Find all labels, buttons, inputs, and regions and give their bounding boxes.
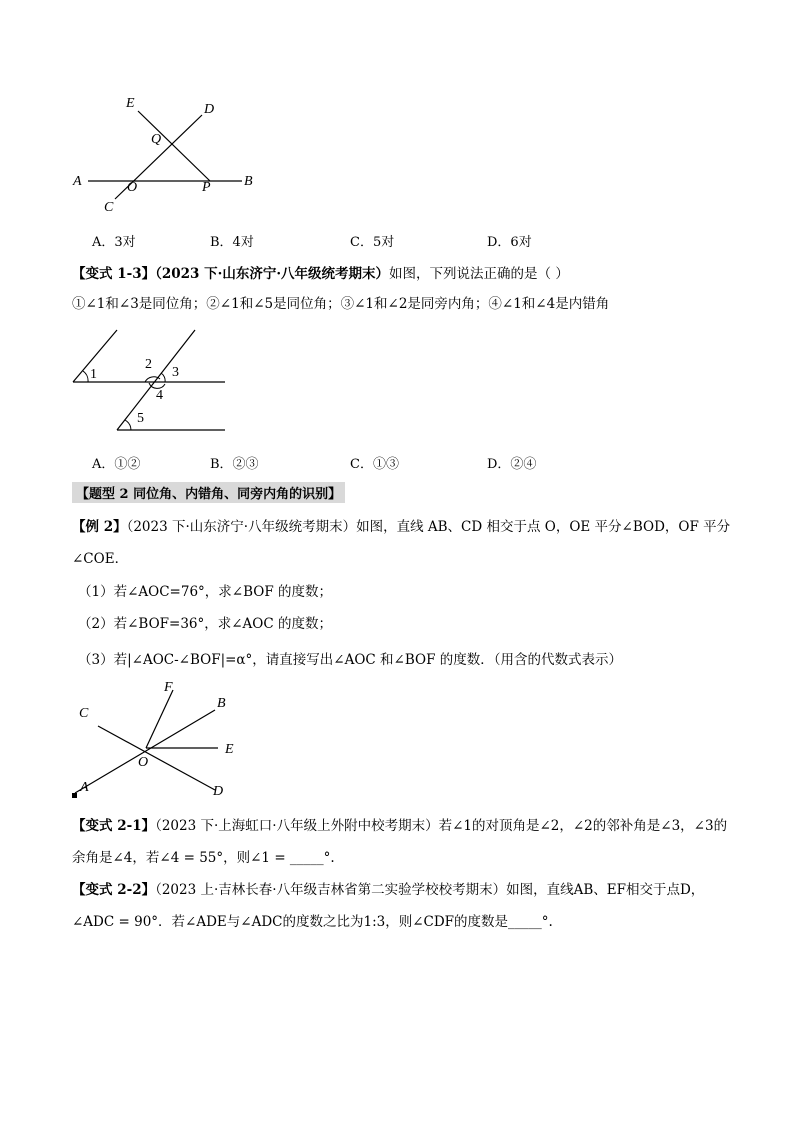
example-tag: 【例 2】 xyxy=(72,519,127,535)
variant-2-2-line2: ∠ADC = 90°．若∠ADE与∠ADC的度数之比为1:3，则∠CDF的度数是_____°. xyxy=(72,914,553,930)
example-2-line1 xyxy=(72,515,730,535)
example-2-q2: （2）若∠BOF=36°，求∠AOC 的度数； xyxy=(78,616,332,632)
option-d[interactable]: D．6对 xyxy=(487,235,532,250)
label-C: C xyxy=(104,200,114,215)
example-2-q1: （1）若∠AOC=76°，求∠BOF 的度数； xyxy=(78,584,332,600)
figure-1-diagram xyxy=(60,95,280,220)
label-E: E xyxy=(126,96,135,111)
label-D: D xyxy=(204,102,215,117)
variant-1-3-statements: ①∠1和∠3是同位角；②∠1和∠5是同位角；③∠1和∠2是同旁内角；④∠1和∠4是内错角 xyxy=(72,296,610,312)
example-2-line2: ∠COE． xyxy=(72,551,129,567)
label-A: A xyxy=(80,780,89,795)
variant-tag: 【变式 2-1】 xyxy=(72,818,156,834)
label-D: D xyxy=(213,784,224,799)
option-d[interactable]: D．②④ xyxy=(487,457,537,472)
label-P: P xyxy=(202,180,211,195)
variant-text: （2023 下·上海虹口·八年级上外附中校考期末）若∠1的对顶角是∠2，∠2的邻补角是∠3，∠3的 xyxy=(155,818,728,834)
variant-2-2-line1 xyxy=(72,878,704,898)
label-B: B xyxy=(217,696,226,711)
variant-2-1-line1 xyxy=(72,814,727,834)
variant-text: （2023 上·吉林长春·八年级吉林省第二实验学校校考期末）如图，直线AB、EF相交于点D， xyxy=(155,882,705,898)
variant-source: （2023 下·山东济宁·八年级统考期末） xyxy=(155,266,390,282)
option-c[interactable]: C．①③ xyxy=(350,457,399,472)
option-b[interactable]: B．4对 xyxy=(210,235,254,250)
variant-tag: 【变式 2-2】 xyxy=(72,882,156,898)
angle-label-5: 5 xyxy=(137,411,144,426)
label-A: A xyxy=(73,174,82,189)
variant-2-1-line2: 余角是∠4，若∠4 = 55°，则∠1 = _____°. xyxy=(72,850,335,866)
label-F: F xyxy=(164,680,173,695)
angle-label-1: 1 xyxy=(90,367,97,382)
variant-question: 如图，下列说法正确的是（ ） xyxy=(389,266,569,282)
example-text: （2023 下·山东济宁·八年级统考期末）如图，直线 AB、CD 相交于点 O，OE 平分∠BOD，OF 平分 xyxy=(126,519,731,535)
label-B: B xyxy=(244,174,253,189)
example-2-q3: （3）若|∠AOC-∠BOF|=α°，请直接写出∠AOC 和∠BOF 的度数．（用含的代数式表示） xyxy=(78,652,623,668)
section-header: 【题型 2 同位角、内错角、同旁内角的识别】 xyxy=(72,482,345,503)
line-ep xyxy=(138,111,210,181)
label-O: O xyxy=(138,755,149,770)
angle-label-3: 3 xyxy=(172,365,179,380)
variant-tag: 【变式 1-3】 xyxy=(72,266,156,282)
variant-1-3-stem xyxy=(72,262,569,282)
angle-label-2: 2 xyxy=(145,357,152,372)
label-Q: Q xyxy=(151,132,162,147)
angle-label-4: 4 xyxy=(156,388,163,403)
option-a[interactable]: A．①② xyxy=(92,457,141,472)
option-c[interactable]: C．5对 xyxy=(350,235,395,250)
option-b[interactable]: B．②③ xyxy=(210,457,259,472)
option-a[interactable]: A．3对 xyxy=(92,235,136,250)
label-E: E xyxy=(225,742,234,757)
label-O: O xyxy=(127,180,138,195)
label-C: C xyxy=(79,706,89,721)
